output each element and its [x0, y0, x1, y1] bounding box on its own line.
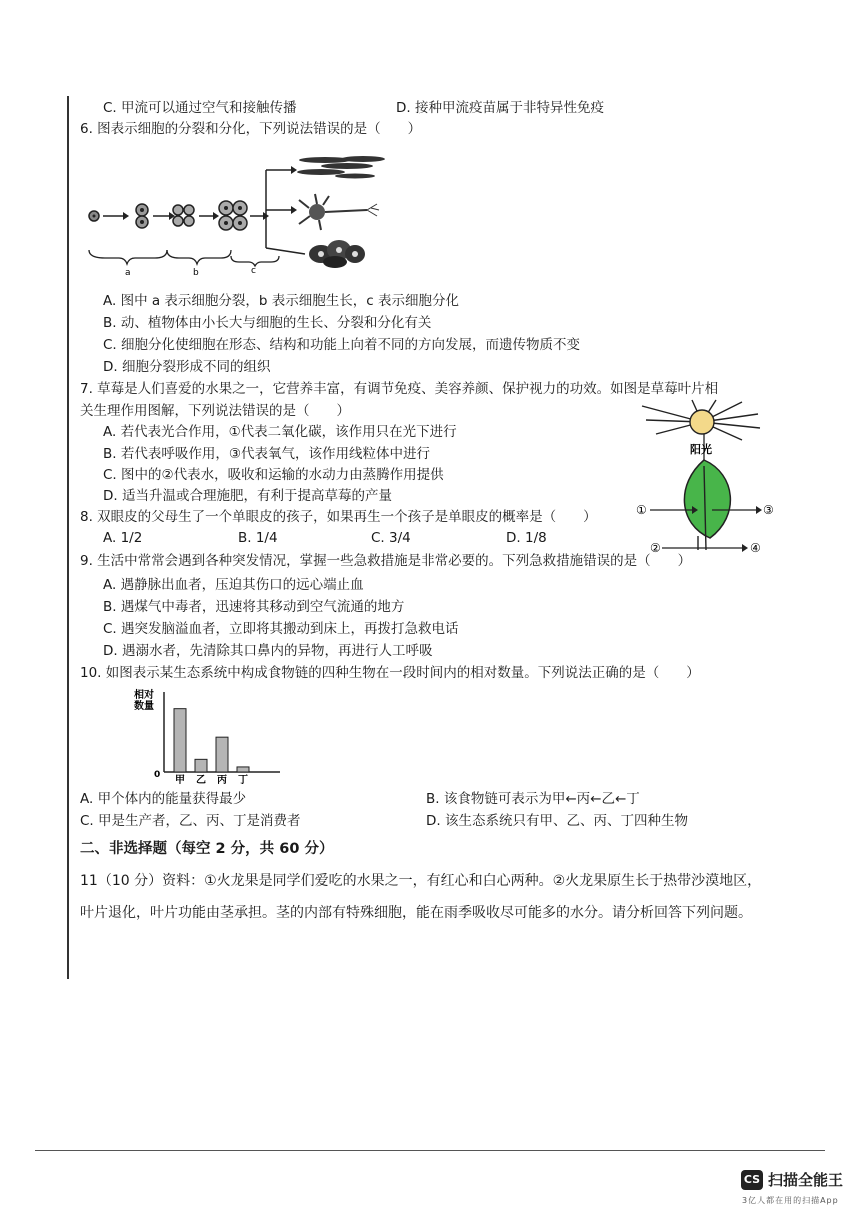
q9-option-b: B. 遇煤气中毒者，迅速将其移动到空气流通的地方 [103, 599, 405, 615]
q5-option-c: C. 甲流可以通过空气和接触传播 [103, 100, 297, 116]
mark-2: ② [650, 541, 661, 555]
q7-stem-line2: 关生理作用图解，下列说法错误的是（ ） [80, 403, 350, 419]
mark-3: ③ [763, 503, 774, 517]
label-a: a [125, 268, 131, 278]
q7-option-a: A. 若代表光合作用，①代表二氧化碳，该作用只在光下进行 [103, 424, 457, 440]
chart-origin: 0 [154, 770, 161, 780]
app-name: 扫描全能王 [768, 1171, 844, 1189]
q9-stem: 9. 生活中常常会遇到各种突发情况，掌握一些急救措施是非常必要的。下列急救措施错误的是（ ） [80, 553, 692, 569]
bar-0 [174, 709, 186, 772]
q5-option-d: D. 接种甲流疫苗属于非特异性免疫 [396, 100, 604, 116]
label-c: c [251, 266, 256, 276]
footer-divider [35, 1150, 825, 1151]
q7-option-b: B. 若代表呼吸作用，③代表氧气，该作用线粒体中进行 [103, 446, 430, 462]
q6-option-c: C. 细胞分化使细胞在形态、结构和功能上向着不同的方向发展，而遗传物质不变 [103, 337, 581, 353]
q8-option-d: D. 1/8 [506, 530, 547, 546]
q7-option-c: C. 图中的②代表水，吸收和运输的水动力由蒸腾作用提供 [103, 467, 444, 483]
app-tagline: 3亿人都在用的扫描App [742, 1196, 839, 1205]
category-label-2: 丙 [217, 775, 227, 786]
category-label-0: 甲 [175, 775, 185, 786]
margin-line [67, 96, 69, 979]
cell-division-diagram [85, 150, 415, 280]
population-bar-chart [134, 684, 300, 786]
q7-stem-line1: 7. 草莓是人们喜爱的水果之一，它营养丰富，有调节免疫、美容养颜、保护视力的功效。如图是草莓叶片相 [80, 381, 719, 397]
q9-option-c: C. 遇突发脑溢血者，立即将其搬动到床上，再拨打急救电话 [103, 621, 459, 637]
q8-option-c: C. 3/4 [371, 530, 411, 546]
bar-2 [216, 737, 228, 772]
q10-option-b: B. 该食物链可表示为甲←丙←乙←丁 [426, 791, 640, 807]
q8-option-a: A. 1/2 [103, 530, 143, 546]
label-b: b [193, 268, 199, 278]
bar-1 [195, 759, 207, 772]
q10-option-d: D. 该生态系统只有甲、乙、丙、丁四种生物 [426, 813, 688, 829]
category-label-3: 丁 [238, 775, 248, 786]
q8-stem: 8. 双眼皮的父母生了一个单眼皮的孩子，如果再生一个孩子是单眼皮的概率是（ ） [80, 509, 597, 525]
q10-option-c: C. 甲是生产者，乙、丙、丁是消费者 [80, 813, 301, 829]
q11-line1: 11（10 分）资料：①火龙果是同学们爱吃的水果之一，有红心和白心两种。②火龙果原生长于热带沙漠地区， [80, 873, 762, 889]
mark-1: ① [636, 503, 647, 517]
q11-line2: 叶片退化，叶片功能由茎承担。茎的内部有特殊细胞，能在雨季吸收尽可能多的水分。请分析回答下列问题。 [80, 905, 752, 921]
sun-label: 阳光 [690, 443, 712, 456]
camscanner-logo: CS [741, 1170, 763, 1190]
bar-3 [237, 767, 249, 772]
q8-option-b: B. 1/4 [238, 530, 278, 546]
q10-option-a: A. 甲个体内的能量获得最少 [80, 791, 247, 807]
q6-stem: 6. 图表示细胞的分裂和分化，下列说法错误的是（ ） [80, 121, 422, 137]
leaf-diagram [632, 400, 782, 560]
section-2-heading: 二、非选择题（每空 2 分，共 60 分） [80, 841, 334, 857]
q6-option-a: A. 图中 a 表示细胞分裂，b 表示细胞生长，c 表示细胞分化 [103, 293, 460, 309]
q9-option-d: D. 遇溺水者，先清除其口鼻内的异物，再进行人工呼吸 [103, 643, 433, 659]
category-label-1: 乙 [196, 775, 206, 786]
chart-ylabel: 相对数量 [134, 690, 154, 712]
q9-option-a: A. 遇静脉出血者，压迫其伤口的远心端止血 [103, 577, 364, 593]
q6-option-b: B. 动、植物体由小长大与细胞的生长、分裂和分化有关 [103, 315, 432, 331]
q6-option-d: D. 细胞分裂形成不同的组织 [103, 359, 271, 375]
mark-4: ④ [750, 541, 761, 555]
q7-option-d: D. 适当升温或合理施肥，有利于提高草莓的产量 [103, 488, 392, 504]
q10-stem: 10. 如图表示某生态系统中构成食物链的四种生物在一段时间内的相对数量。下列说法正确的是（ ） [80, 665, 700, 681]
